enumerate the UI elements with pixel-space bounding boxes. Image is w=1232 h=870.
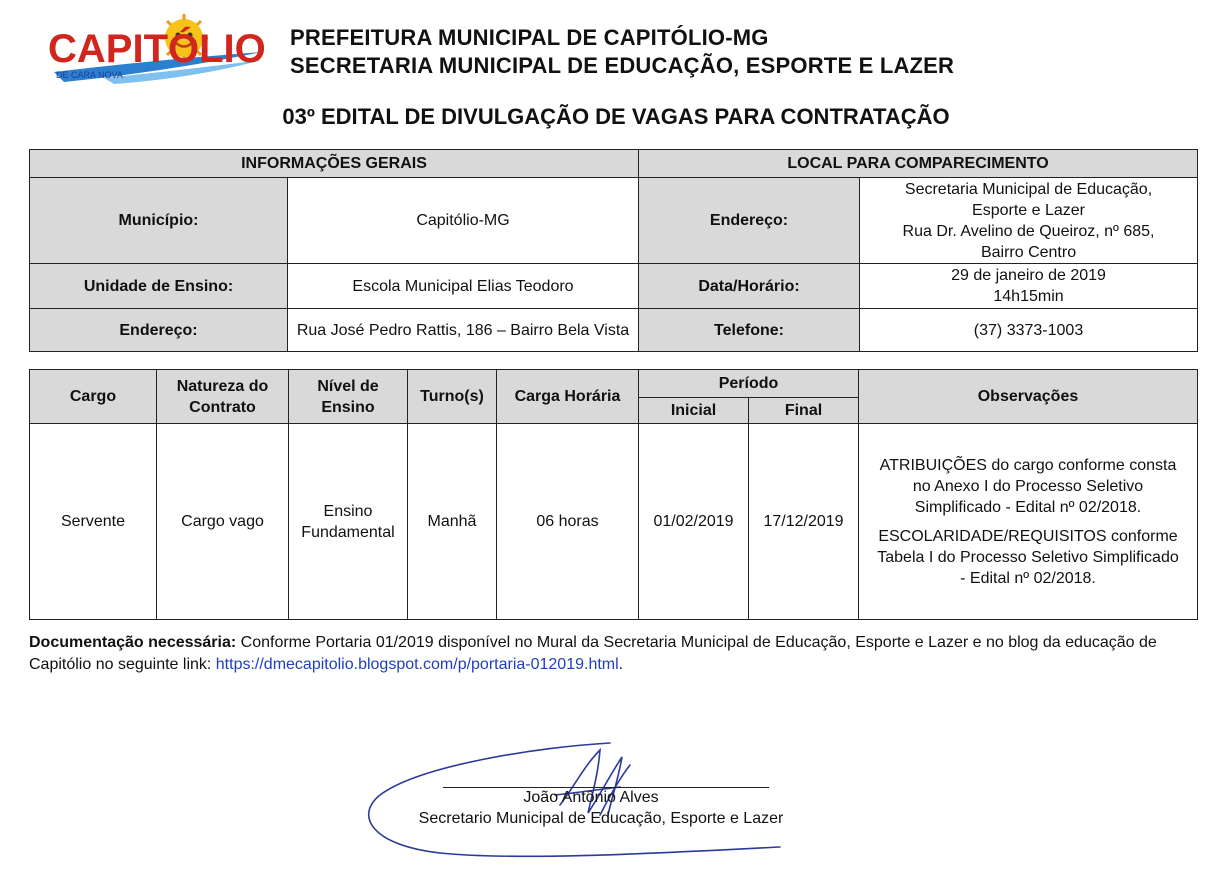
general-info-table — [29, 149, 1198, 352]
endereco-label: Endereço: — [30, 309, 288, 352]
municipio-value: Capitólio-MG — [288, 178, 639, 264]
capitolio-logo — [44, 12, 269, 90]
documentation-label: Documentação necessária: — [29, 634, 237, 651]
local-endereco-label: Endereço: — [639, 178, 860, 264]
data-line: 29 de janeiro de 2019 — [951, 267, 1106, 284]
header-line-prefeitura: PREFEITURA MUNICIPAL DE CAPITÓLIO-MG — [290, 25, 769, 50]
header-titles — [290, 24, 954, 80]
col-header-turno: Turno(s) — [408, 370, 497, 424]
documentation-end: . — [618, 656, 624, 673]
data-horario-label: Data/Horário: — [639, 264, 860, 309]
col-header-inicial: Inicial — [639, 398, 749, 424]
endereco-value: Rua José Pedro Rattis, 186 – Bairro Bela Vista — [288, 309, 639, 352]
document-title: 03º EDITAL DE DIVULGAÇÃO DE VAGAS PARA CONTRATAÇÃO — [282, 104, 950, 129]
documentation-text: Conforme Portaria 01/2019 disponível no Mural da Secretaria Municipal de Educação, Esporte e Lazer e no blog da educação de Capitólio no seguinte link: — [29, 634, 1157, 673]
logo-tagline: DE CARA NOVA — [56, 70, 123, 80]
cell-carga: 06 horas — [497, 424, 639, 620]
col-header-nivel: Nível de Ensino — [289, 370, 408, 424]
portaria-link[interactable]: https://dmecapitolio.blogspot.com/p/portaria-012019.html — [215, 656, 619, 673]
col-header-natureza: Natureza do Contrato — [157, 370, 289, 424]
unidade-label: Unidade de Ensino: — [30, 264, 288, 309]
cell-nivel: Ensino Fundamental — [289, 424, 408, 620]
table-row — [30, 424, 1198, 620]
data-horario-value — [860, 264, 1198, 309]
cell-natureza: Cargo vago — [157, 424, 289, 620]
signatory-role: Secretario Municipal de Educação, Esporte e Lazer — [418, 810, 784, 827]
col-header-carga: Carga Horária — [497, 370, 639, 424]
obs-escolaridade: ESCOLARIDADE/REQUISITOS conforme Tabela I do Processo Seletivo Simplificado - Edital nº 02/2018. — [877, 527, 1179, 587]
logo-wordmark: CAPITÓLIO — [48, 27, 266, 71]
obs-atribuicoes: ATRIBUIÇÕES do cargo conforme consta no Anexo I do Processo Seletivo Simplificado - Edital nº 02/2018. — [879, 456, 1177, 516]
col-header-observacoes: Observações — [859, 370, 1198, 424]
local-endereco-line: Rua Dr. Avelino de Queiroz, nº 685, — [902, 222, 1155, 240]
attendance-location-header: LOCAL PARA COMPARECIMENTO — [639, 150, 1198, 178]
local-endereco-line: Bairro Centro — [980, 243, 1077, 261]
cell-final: 17/12/2019 — [749, 424, 859, 620]
col-header-cargo: Cargo — [30, 370, 157, 424]
signatory-name: João Antônio Alves — [523, 789, 659, 806]
local-endereco-line: Secretaria Municipal de Educação, — [904, 180, 1153, 198]
local-endereco-value — [860, 178, 1198, 264]
cell-observacoes — [859, 424, 1198, 620]
cell-cargo: Servente — [30, 424, 157, 620]
local-endereco-line: Esporte e Lazer — [972, 201, 1085, 219]
header-line-secretaria: SECRETARIA MUNICIPAL DE EDUCAÇÃO, ESPORTE E LAZER — [290, 53, 955, 78]
horario-line: 14h15min — [993, 288, 1064, 305]
col-header-final: Final — [749, 398, 859, 424]
cell-inicial: 01/02/2019 — [639, 424, 749, 620]
documentation-note — [29, 632, 1204, 676]
cell-turno: Manhã — [408, 424, 497, 620]
municipio-label: Município: — [30, 178, 288, 264]
signature-line — [443, 787, 769, 788]
vacancies-table — [29, 369, 1198, 620]
telefone-label: Telefone: — [639, 309, 860, 352]
unidade-value: Escola Municipal Elias Teodoro — [288, 264, 639, 309]
telefone-value: (37) 3373-1003 — [860, 309, 1198, 352]
col-header-periodo: Período — [639, 370, 859, 398]
general-info-header: INFORMAÇÕES GERAIS — [30, 150, 639, 178]
